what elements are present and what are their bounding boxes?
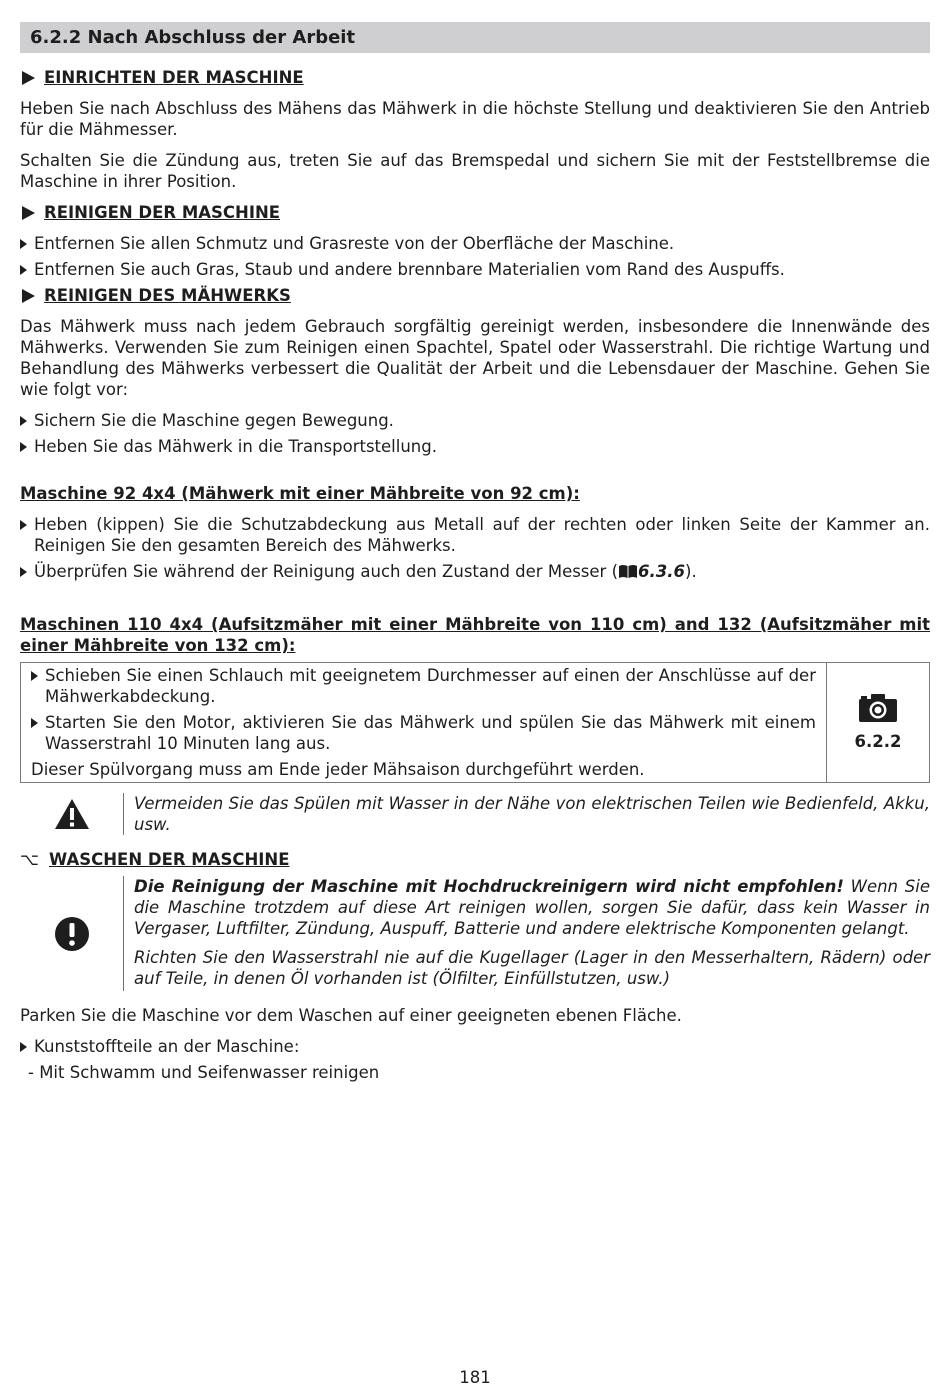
- warning-note: [20, 793, 930, 835]
- heading-label: REINIGEN DER MASCHINE: [44, 203, 281, 222]
- list-item: Entfernen Sie allen Schmutz und Grasreste von der Oberfläche der Maschine.: [20, 233, 930, 254]
- list-item: Schieben Sie einen Schlauch mit geeignetem Durchmesser auf einen der Anschlüsse auf der Mähwerkabdeckung.: [31, 665, 816, 707]
- heading-reinigen-maehwerk: [20, 285, 930, 306]
- list-item: Heben Sie das Mähwerk in die Transportstellung.: [20, 436, 930, 457]
- warning-triangle-icon: [54, 798, 90, 830]
- page-number: 181: [459, 1368, 491, 1387]
- bullet-icon: [20, 520, 27, 530]
- heading-reinigen-maschine: [20, 202, 930, 223]
- triangle-right-icon: [22, 206, 35, 220]
- cross-reference-link[interactable]: 6.3.6: [638, 562, 686, 581]
- exclamation-circle-icon: [54, 916, 90, 952]
- figure-number: 6.2.2: [854, 732, 902, 751]
- camera-icon: [858, 693, 898, 723]
- heading-label: REINIGEN DES MÄHWERKS: [44, 286, 291, 305]
- list-item: Starten Sie den Motor, aktivieren Sie das Mähwerk und spülen Sie das Mähwerk mit einem Wasserstrahl 10 Minuten lang aus.: [31, 712, 816, 754]
- heading-label: EINRICHTEN DER MASCHINE: [44, 68, 304, 87]
- list-item: Überprüfen Sie während der Reinigung auch den Zustand der Messer ( 6.3.6).: [20, 561, 930, 582]
- paragraph: Heben Sie nach Abschluss des Mähens das Mähwerk in die höchste Stellung und deaktivieren Sie den Antrieb für die Mähmesser.: [20, 99, 930, 139]
- bullet-icon: [20, 416, 27, 426]
- paragraph: Schalten Sie die Zündung aus, treten Sie auf das Bremspedal und sichern Sie mit der Feststellbremse die Maschine in ihrer Position.: [20, 151, 930, 191]
- bullet-icon: [20, 442, 27, 452]
- section-title: 6.2.2 Nach Abschluss der Arbeit: [20, 22, 930, 53]
- caution-paragraph: Die Reinigung der Maschine mit Hochdruckreinigern wird nicht empfohlen! Wenn Sie die Maschine trotzdem auf diese Art reinigen wollen, sorgen Sie dafür, dass kein Wasser in Vergaser, Luftfilter, Zündung, Auspuff, Batterie und andere elektrische Komponenten gelangt.: [134, 877, 930, 938]
- triangle-right-icon: [22, 71, 35, 85]
- option-key-icon: ⌥: [20, 850, 40, 869]
- list-item: Entfernen Sie auch Gras, Staub und andere brennbare Materialien vom Rand des Auspuffs.: [20, 259, 930, 280]
- book-icon: [618, 564, 638, 579]
- subheading-maschine-92: Maschine 92 4x4 (Mähwerk mit einer Mähbreite von 92 cm):: [20, 484, 580, 503]
- instruction-box: [20, 662, 930, 783]
- bullet-icon: [20, 239, 27, 249]
- bullet-icon: [31, 718, 38, 728]
- list-item: Kunststoffteile an der Maschine:: [20, 1036, 930, 1057]
- figure-reference: [827, 663, 929, 782]
- sub-list-item: - Mit Schwamm und Seifenwasser reinigen: [28, 1063, 380, 1082]
- list-item: Sichern Sie die Maschine gegen Bewegung.: [20, 410, 930, 431]
- paragraph: Parken Sie die Maschine vor dem Waschen auf einer geeigneten ebenen Fläche.: [20, 1006, 682, 1025]
- bullet-icon: [20, 1042, 27, 1052]
- paragraph: Das Mähwerk muss nach jedem Gebrauch sorgfältig gereinigt werden, insbesondere die Innenwände des Mähwerks. Verwenden Sie zum Reinigen einen Spachtel, Spatel oder Wasserstrahl. Die richtige Wartung und Behandlung des Mähwerks verbessert die Qualität der Arbeit und die Lebensdauer der Maschine. Gehen Sie wie folgt vor:: [20, 317, 930, 399]
- caution-bold: Die Reinigung der Maschine mit Hochdruckreinigern wird nicht empfohlen!: [134, 877, 844, 896]
- subheading-maschinen-110: Maschinen 110 4x4 (Aufsitzmäher mit einer Mähbreite von 110 cm) and 132 (Aufsitzmäher mit einer Mähbreite von 132 cm):: [20, 615, 930, 655]
- bullet-icon: [20, 567, 27, 577]
- manual-page: [20, 22, 930, 1083]
- caution-paragraph: Richten Sie den Wasserstrahl nie auf die Kugellager (Lager in den Messerhaltern, Rädern) oder auf Teile, in denen Öl vorhanden ist (Ölfilter, Einfüllstutzen, usw.): [134, 948, 930, 988]
- caution-note: [20, 876, 930, 991]
- warning-text: Vermeiden Sie das Spülen mit Wasser in der Nähe von elektrischen Teilen wie Bedienfeld, Akku, usw.: [134, 794, 930, 834]
- heading-label: WASCHEN DER MASCHINE: [49, 850, 290, 869]
- heading-einrichten: [20, 67, 930, 88]
- heading-waschen: [20, 849, 930, 870]
- box-note: Dieser Spülvorgang muss am Ende jeder Mähsaison durchgeführt werden.: [31, 760, 645, 779]
- list-item: Heben (kippen) Sie die Schutzabdeckung aus Metall auf der rechten oder linken Seite der Kammer an. Reinigen Sie den gesamten Bereich des Mähwerks.: [20, 514, 930, 556]
- bullet-icon: [31, 671, 38, 681]
- triangle-right-icon: [22, 289, 35, 303]
- bullet-icon: [20, 265, 27, 275]
